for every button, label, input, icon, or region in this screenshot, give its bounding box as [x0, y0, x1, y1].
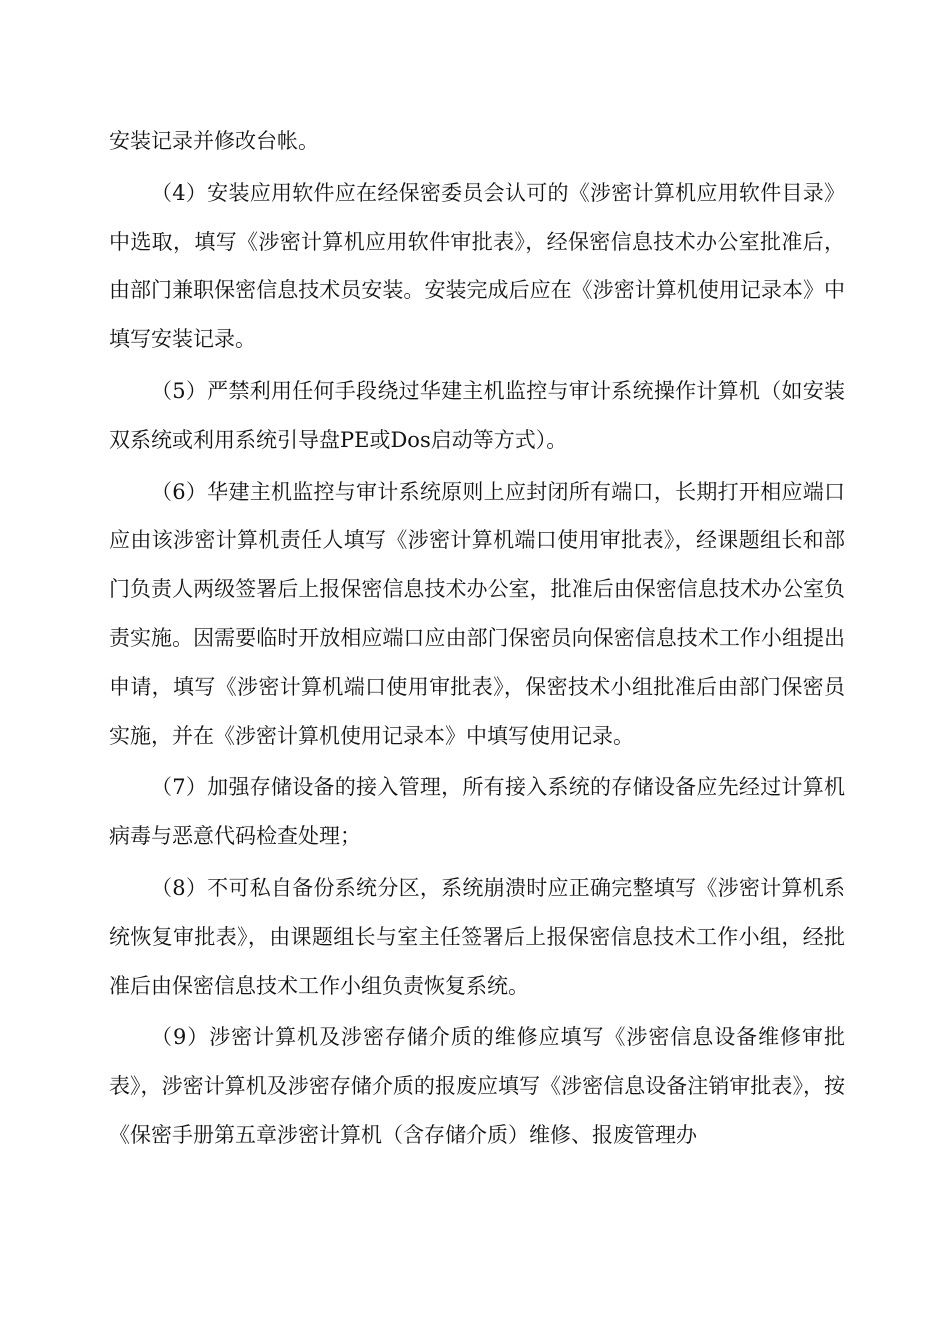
document-body [109, 117, 845, 1160]
paragraph-continuation: 安装记录并修改台帐。 [109, 129, 319, 153]
paragraph-item-5: （5）严禁利用任何手段绕过华建主机监控与审计系统操作计算机（如安装双系统或利用系统引导盘PE或Dos启动等方式）。 [109, 378, 845, 452]
paragraph-item-7: （7）加强存储设备的接入管理，所有接入系统的存储设备应先经过计算机病毒与恶意代码检查处理； [109, 775, 845, 849]
paragraph-item-8: （8）不可私自备份系统分区，系统崩溃时应正确完整填写《涉密计算机系统恢复审批表》，由课题组长与室主任签署后上报保密信息技术工作小组，经批准后由保密信息技术工作小组负责恢复系统。 [109, 875, 845, 998]
paragraph-item-4: （4）安装应用软件应在经保密委员会认可的《涉密计算机应用软件目录》中选取，填写《涉密计算机应用软件审批表》，经保密信息技术办公室批准后，由部门兼职保密信息技术员安装。安装完成后应在《涉密计算机使用记录本》中填写安装记录。 [109, 180, 845, 352]
paragraph-item-9: （9）涉密计算机及涉密存储介质的维修应填写《涉密信息设备维修审批表》，涉密计算机及涉密存储介质的报废应填写《涉密信息设备注销审批表》，按《保密手册第五章涉密计算机（含存储介质）维修、报废管理办 [109, 1025, 845, 1147]
paragraph-item-6: （6）华建主机监控与审计系统原则上应封闭所有端口，长期打开相应端口应由该涉密计算机责任人填写《涉密计算机端口使用审批表》，经课题组长和部门负责人两级签署后上报保密信息技术办公室，批准后由保密信息技术办公室负责实施。因需要临时开放相应端口应由部门保密员向保密信息技术工作小组提出申请，填写《涉密计算机端口使用审批表》，保密技术小组批准后由部门保密员实施，并在《涉密计算机使用记录本》中填写使用记录。 [109, 479, 845, 748]
